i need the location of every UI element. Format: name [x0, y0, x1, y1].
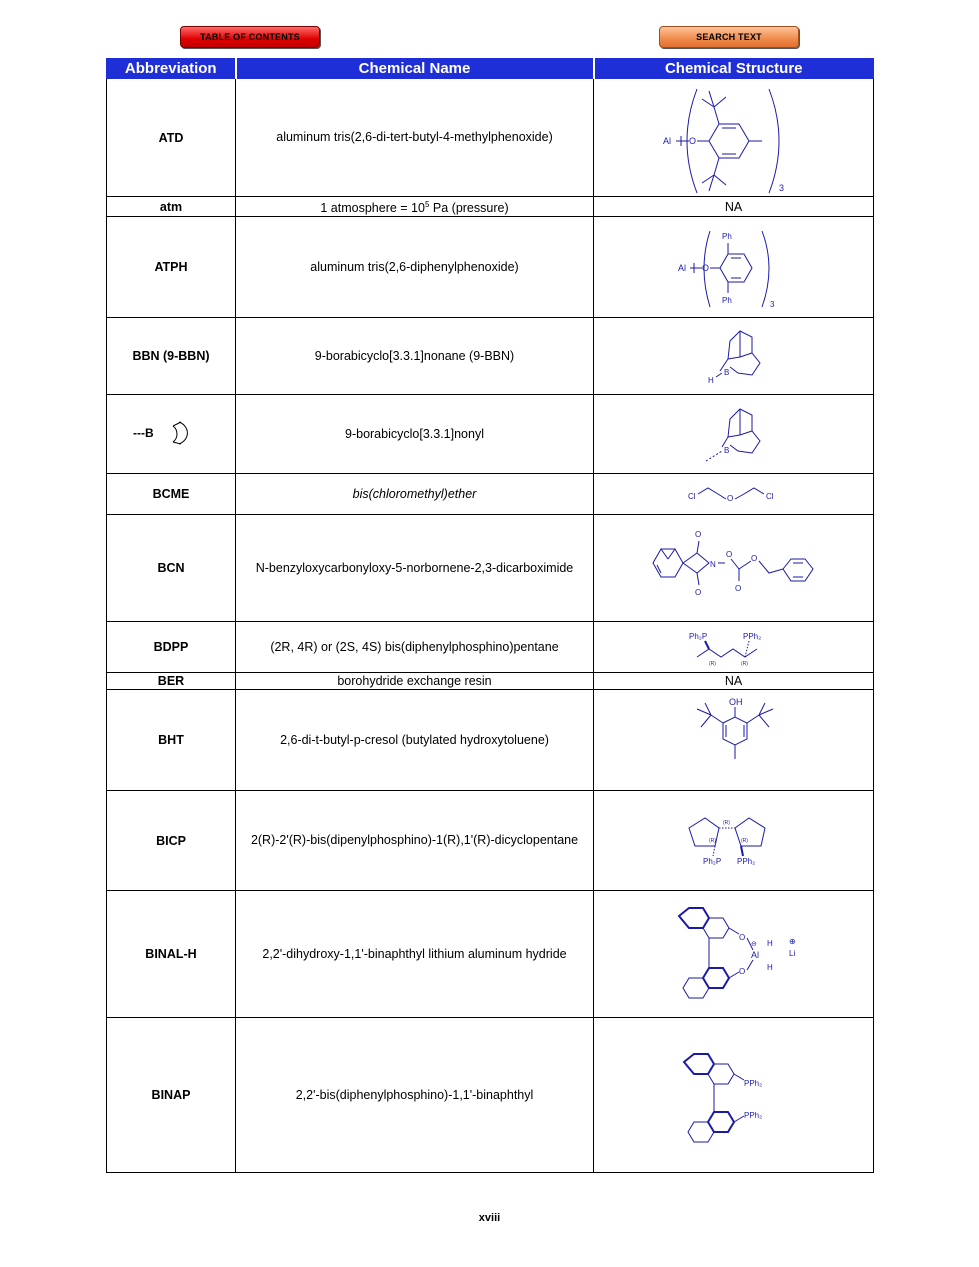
chemical-structure-cell [594, 474, 874, 515]
svg-text:Li: Li [788, 949, 795, 959]
chemical-name-cell: 1 atmosphere = $10^5$ Pa (pressure) [236, 197, 594, 217]
chemical-structure-cell: NA [594, 197, 874, 217]
chemical-structure-cell [594, 318, 874, 395]
svg-text:(R): (R) [708, 661, 716, 668]
table-header-row [107, 59, 874, 79]
abbreviation-cell: ATPH [107, 217, 236, 318]
abbreviation-cell: BHT [107, 690, 236, 791]
svg-text:O: O [694, 588, 701, 598]
chemical-name-cell: 2,6-di-t-butyl-p-cresol (butylated hydroxytoluene) [236, 690, 594, 791]
svg-text:(R): (R) [740, 837, 748, 844]
bcme-structure-drawing [684, 482, 784, 506]
atd-structure-drawing [659, 81, 809, 195]
table-row [107, 197, 874, 217]
chemical-structure-cell [594, 217, 874, 318]
chemical-structure-cell [594, 622, 874, 673]
chemical-name-cell: 2,2'-dihydroxy-1,1'-binaphthyl lithium aluminum hydride [236, 891, 594, 1018]
abbreviations-table [106, 58, 874, 1173]
chemical-name-cell: 9-borabicyclo[3.3.1]nonyl [236, 395, 594, 474]
borabicyclononyl-symbol-icon [131, 418, 211, 448]
table-row [107, 690, 874, 791]
chemical-name-cell: 2(R)-2'(R)-bis(dipenylphosphino)-1(R),1'(R)-dicyclopentane [236, 791, 594, 891]
svg-text:Al: Al [750, 950, 759, 961]
table-row [107, 673, 874, 690]
header-abbreviation: Abbreviation [107, 59, 236, 79]
svg-text:O: O [725, 550, 732, 560]
table-row [107, 515, 874, 622]
svg-text:(R): (R) [708, 837, 716, 844]
svg-text:PPh₂: PPh₂ [743, 1079, 762, 1089]
chemical-name-cell: 2,2'-bis(diphenylphosphino)-1,1'-binaphthyl [236, 1018, 594, 1173]
svg-text:H: H [707, 376, 714, 386]
chemical-structure-cell [594, 791, 874, 891]
chemical-name-cell: 9-borabicyclo[3.3.1]nonane (9-BBN) [236, 318, 594, 395]
svg-text:PPh₂: PPh₂ [742, 632, 761, 642]
chemical-structure-cell: NA [594, 673, 874, 690]
abbreviation-cell: BCN [107, 515, 236, 622]
abbreviation-cell: BINAP [107, 1018, 236, 1173]
chemical-structure-cell [594, 1018, 874, 1173]
chemical-name-cell: (2R, 4R) or (2S, 4S) bis(diphenylphosphino)pentane [236, 622, 594, 673]
svg-text:B: B [723, 446, 729, 456]
page-number: xviii [478, 1212, 501, 1224]
svg-text:OH: OH [728, 697, 742, 708]
svg-text:O: O [750, 554, 757, 564]
svg-text:---B: ---B [133, 425, 154, 440]
chemical-name-cell: borohydride exchange resin [236, 673, 594, 690]
abbreviation-cell [107, 395, 236, 474]
svg-text:PPh₂: PPh₂ [743, 1111, 762, 1121]
svg-text:3: 3 [769, 300, 774, 310]
svg-text:Ph₂P: Ph₂P [702, 856, 721, 866]
svg-text:H: H [766, 939, 773, 949]
svg-text:Ph₂P: Ph₂P [688, 632, 707, 642]
abbreviation-cell: ATD [107, 79, 236, 197]
table-row [107, 474, 874, 515]
chemical-structure-cell [594, 891, 874, 1018]
svg-text:(R): (R) [722, 819, 730, 826]
chemical-structure-cell [594, 79, 874, 197]
svg-text:PPh₂: PPh₂ [736, 856, 755, 866]
svg-text:Al: Al [662, 135, 671, 146]
atph-structure-drawing [674, 221, 794, 313]
abbreviation-cell: BICP [107, 791, 236, 891]
svg-text:Al: Al [677, 263, 686, 274]
table-row [107, 395, 874, 474]
svg-text:Ph: Ph [721, 296, 732, 306]
svg-text:Ph: Ph [721, 232, 732, 242]
chemical-name-cell: bis(chloromethyl)ether [236, 474, 594, 515]
table-row [107, 622, 874, 673]
table-row [107, 891, 874, 1018]
bicp-structure-drawing [679, 806, 789, 876]
table-of-contents-button[interactable]: TABLE OF CONTENTS [180, 26, 320, 48]
svg-text:N: N [709, 560, 716, 570]
abbreviation-cell: BBN (9-BBN) [107, 318, 236, 395]
table-row [107, 79, 874, 197]
svg-text:⊖: ⊖ [750, 941, 757, 949]
table-row [107, 318, 874, 395]
table-row [107, 217, 874, 318]
header-chemical-name: Chemical Name [236, 59, 594, 79]
table-row [107, 1018, 874, 1173]
abbreviation-cell: BDPP [107, 622, 236, 673]
borabicyclononyl-structure-drawing [694, 401, 774, 467]
svg-text:O: O [734, 584, 741, 594]
bdpp-structure-drawing [679, 627, 789, 667]
binap-structure-drawing [664, 1040, 804, 1150]
bht-structure-drawing [679, 693, 789, 787]
svg-text:O: O [688, 135, 696, 146]
chemical-structure-cell [594, 515, 874, 622]
svg-text:Cl: Cl [687, 492, 696, 502]
chemical-name-cell: aluminum tris(2,6-di-tert-butyl-4-methylphenoxide) [236, 79, 594, 197]
abbreviation-cell: BER [107, 673, 236, 690]
svg-text:O: O [738, 967, 745, 977]
svg-text:O: O [726, 494, 733, 504]
bcn-structure-drawing [639, 523, 829, 613]
svg-text:B: B [723, 368, 729, 378]
svg-text:O: O [694, 530, 701, 540]
header-chemical-structure: Chemical Structure [594, 59, 874, 79]
svg-text:O: O [701, 263, 709, 274]
svg-text:⊕: ⊕ [788, 937, 796, 947]
chemical-name-cell: N-benzyloxycarbonyloxy-5-norbornene-2,3-dicarboximide [236, 515, 594, 622]
svg-text:O: O [738, 933, 745, 943]
9-bbn-structure-drawing [694, 323, 774, 389]
abbreviation-cell: BCME [107, 474, 236, 515]
abbreviation-cell: BINAL-H [107, 891, 236, 1018]
chemical-structure-cell [594, 690, 874, 791]
abbreviation-cell: atm [107, 197, 236, 217]
svg-text:H: H [766, 963, 773, 973]
search-text-button[interactable]: SEARCH TEXT [659, 26, 799, 48]
svg-text:Cl: Cl [765, 492, 774, 502]
chemical-structure-cell [594, 395, 874, 474]
svg-text:3: 3 [778, 182, 784, 193]
chemical-name-cell: aluminum tris(2,6-diphenylphenoxide) [236, 217, 594, 318]
binal-h-structure-drawing [659, 894, 809, 1014]
svg-text:(R): (R) [740, 661, 748, 668]
table-row [107, 791, 874, 891]
